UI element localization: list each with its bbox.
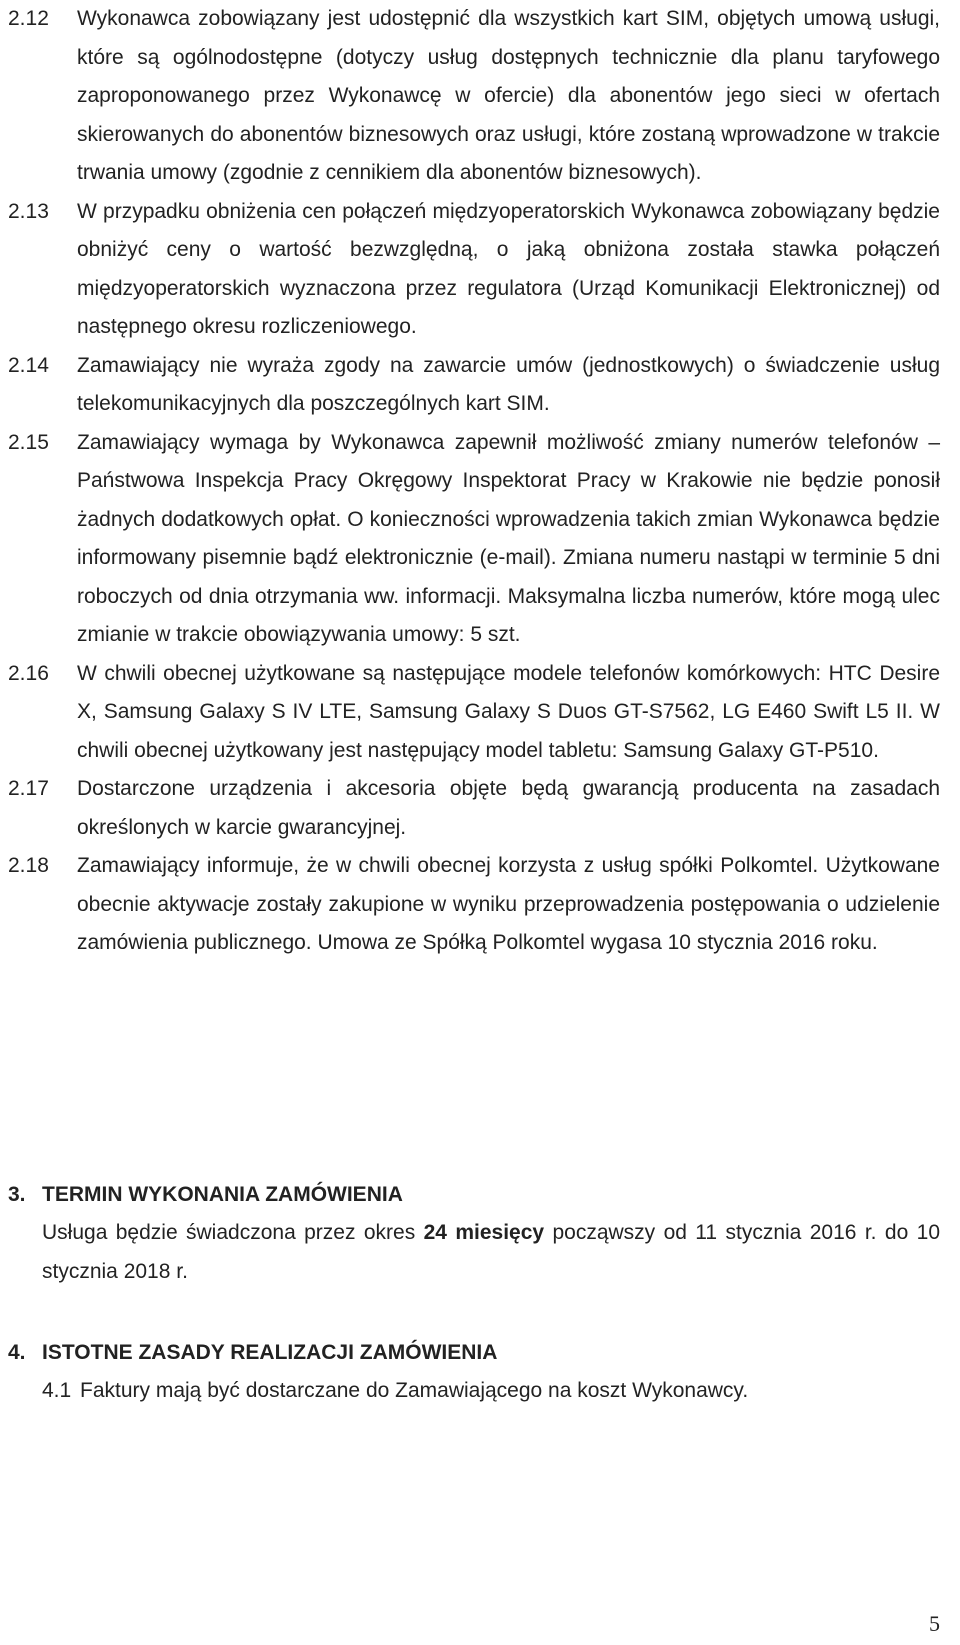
item-text: Zamawiający informuje, że w chwili obecnej korzysta z usług spółki Polkomtel. Użytkowane obecnie aktywacje zostały zakupione w wyniku przeprowadzenia postępowania o udzielenie zamówienia publicznego. Umowa ze Spółką Polkomtel wygasa 10 stycznia 2016 roku. xyxy=(77,854,940,954)
item-text: Wykonawca zobowiązany jest udostępnić dla wszystkich kart SIM, objętych umową usługi, które są ogólnodostępne (dotyczy usług dostępnych technicznie dla planu taryfowego zaproponowanego przez Wykonawcę w ofercie) dla abonentów jego sieci w ofertach skierowanych do abonentów biznesowych oraz usługi, które zostaną wprowadzone w trakcie trwania umowy (zgodnie z cennikiem dla abonentów biznesowych). xyxy=(77,7,940,184)
item-text: W chwili obecnej użytkowane są następujące modele telefonów komórkowych: HTC Desire X, Samsung Galaxy S IV LTE, Samsung Galaxy S Duos GT-S7562, LG E460 Swift L5 II. W chwili obecnej użytkowany jest następujący model tabletu: Samsung Galaxy GT-P510. xyxy=(77,661,940,762)
body-text-start: Usługa będzie świadczona przez okres xyxy=(42,1221,424,1244)
page-number: 5 xyxy=(929,1611,940,1636)
item-2-17 xyxy=(8,770,940,847)
item-text: Dostarczone urządzenia i akcesoria objęte będą gwarancją producenta na zasadach określonych w karcie gwarancyjnej. xyxy=(77,777,940,839)
item-2-16 xyxy=(8,655,940,771)
item-2-13 xyxy=(8,193,940,347)
item-text: Faktury mają być dostarczane do Zamawiającego na koszt Wykonawcy. xyxy=(80,1379,749,1402)
item-text: Zamawiający wymaga by Wykonawca zapewnił możliwość zmiany numerów telefonów – Państwowa Inspekcja Pracy Okręgowy Inspektorat Pracy w Krakowie nie będzie ponosił żadnych dodatkowych opłat. O konieczności wprowadzenia takich zmian Wykonawca będzie informowany pisemnie bądź elektronicznie (e-mail). Zmiana numeru nastąpi w terminie 5 dni roboczych od dnia otrzymania ww. informacji. Maksymalna liczba numerów, które mogą ulec zmianie w trakcie obowiązywania umowy: 5 szt. xyxy=(77,430,940,646)
section-title: TERMIN WYKONANIA ZAMÓWIENIA xyxy=(42,1183,403,1206)
item-2-15 xyxy=(8,424,940,655)
item-number: 2.15 xyxy=(8,430,49,454)
section-2-items xyxy=(8,0,940,963)
item-number: 2.18 xyxy=(8,854,49,877)
section-4-heading xyxy=(8,1334,928,1372)
body-text-end: począwszy od 11 stycznia 2016 r. do 10 stycznia 2018 r. xyxy=(42,1221,940,1283)
item-text: W przypadku obniżenia cen połączeń międzyoperatorskich Wykonawca zobowiązany będzie obniżyć ceny o wartość bezwzględną, o jaką obniżona została stawka połączeń międzyoperatorskich wyznaczona przez regulatora (Urząd Komunikacji Elektronicznej) od następnego okresu rozliczeniowego. xyxy=(77,199,940,338)
item-number: 4.1 xyxy=(42,1379,72,1402)
item-number: 2.17 xyxy=(8,777,49,800)
section-4-items xyxy=(42,1372,940,1411)
item-2-18 xyxy=(8,847,940,963)
section-title: ISTOTNE ZASADY REALIZACJI ZAMÓWIENIA xyxy=(42,1341,498,1364)
item-number: 2.12 xyxy=(8,7,49,30)
section-number: 4. xyxy=(8,1341,26,1364)
item-4-1 xyxy=(42,1372,940,1411)
item-number: 2.14 xyxy=(8,353,49,377)
item-number: 2.13 xyxy=(8,199,49,223)
item-2-14 xyxy=(8,347,940,424)
section-3-body xyxy=(42,1214,940,1291)
item-2-12 xyxy=(8,0,940,193)
item-number: 2.16 xyxy=(8,661,49,685)
duration-emphasis: 24 miesięcy xyxy=(423,1221,545,1244)
item-text: Zamawiający nie wyraża zgody na zawarcie umów (jednostkowych) o świadczenie usług telekomunikacyjnych dla poszczególnych kart SIM. xyxy=(77,353,940,415)
section-3-heading xyxy=(8,1176,928,1214)
section-number: 3. xyxy=(8,1183,26,1206)
